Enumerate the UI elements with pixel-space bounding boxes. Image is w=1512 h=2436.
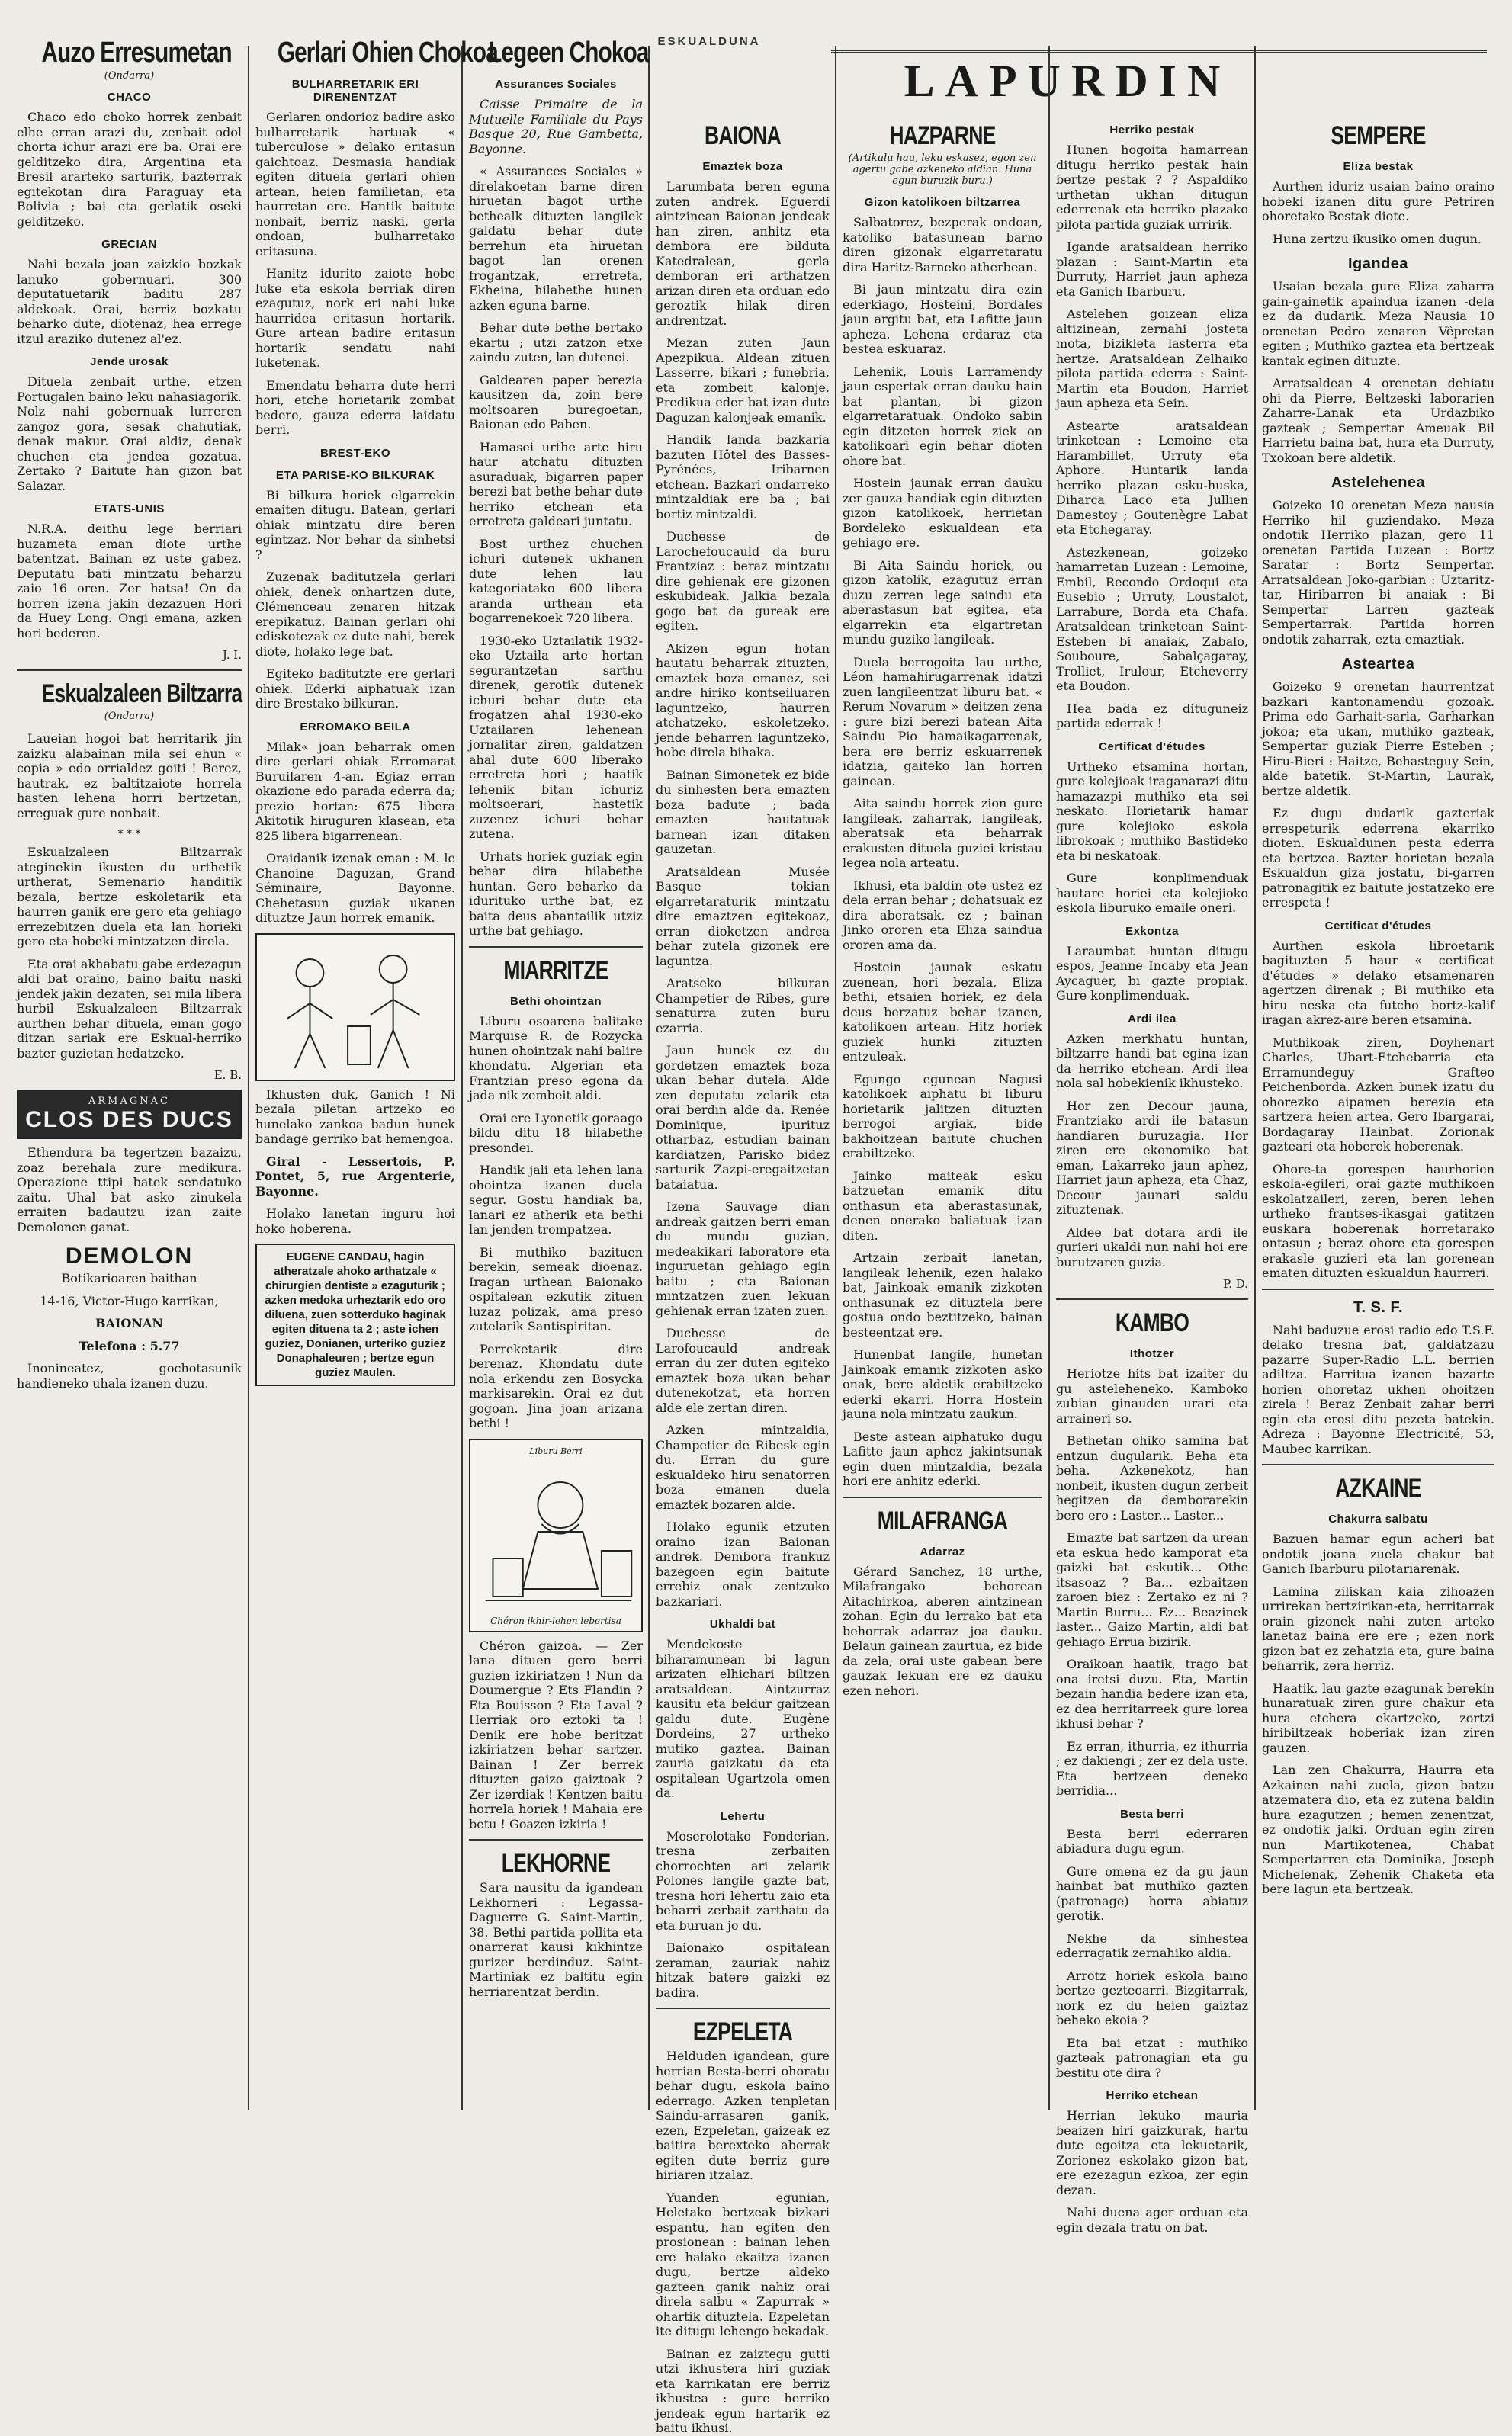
column-rule bbox=[1254, 46, 1256, 2110]
paragraph: Azken merkhatu huntan, biltzarre handi bat egina izan da herriko etchean. Ardi ilea nola sal hobekienik ikhusteko. bbox=[1056, 1031, 1248, 1090]
paragraph: Eta orai akhabatu gabe erdezagun aldi bat oraino, baino baitu naski jendek jakin dezaten, sei mila libera hurbil Eskualzaleen Biltzarrak aurthen behar dituela, eman gogo ditzan sariak ere Eskual-herriko bazter guzietan hedatzeko. bbox=[17, 956, 242, 1061]
paragraph: Heriotze hits bat izaiter du gu asteleheneko. Kamboko zubian ginauden urari eta arraineri so. bbox=[1056, 1366, 1248, 1426]
paragraph: Chéron gaizoa. — Zer lana dituen gero berri guzien izkiriatzen ! Nun da Doumergue ? Ets Flandin ? Eta Bouisson ? Eta Laval ? Herriak oro eztoki ta ! Denik ere hobe beritzat izkiriatzen behar sartzer. Bainan ! Zer berrek dituzten gaizo gaiztoak ? Zer izerdiak ! Kentzen baitu horrela horiek ! Mahaia ere betu ! Goazen izkiria ! bbox=[469, 1638, 643, 1831]
column-auzo-erresumetan bbox=[17, 34, 242, 2112]
paragraph: Jaun hunek ez du gordetzen emaztek boza ukan behar dutela. Alde zen deputatu zelarik eta orai berdin alde da. Renée Dominique, ipurituz otharbaz, estudian bainan kardiatzen, Parisko bidez sarturik Zazpi-eregaitzetan bataiatua. bbox=[656, 1043, 830, 1192]
paragraph: Emendatu beharra dute herri hori, etche horietarik zombat bedere, gauza ederra laidatu berri. bbox=[255, 377, 455, 437]
paragraph: Astezkenean, goizeko hamarretan Luzean : Lemoine, Embil, Recondo Ordoqui eta Eusebio ; Urruty, Loustalot, Larrabure, Borda eta Chafa. Aratsaldean trinketean Saint-Esteben bi anaiak, Zabalo, Souboure, Sabalçagaray, Trolliet, Irulour, Etcheverry eta Boudon. bbox=[1056, 544, 1248, 693]
paragraph: Izena Sauvage dian andreak gaitzen berri eman du mundu guzian, medeakikari laboratore eta inguruetan gehiago egin baitu ; eta Baionan mintzatzen zuen lekuan gehienak erran izaten zuen. bbox=[656, 1199, 830, 1318]
signature: J. I. bbox=[222, 648, 242, 662]
section-heading: BREST-EKO bbox=[319, 446, 390, 460]
ad-brand: CLOS DES DUCS bbox=[25, 1107, 233, 1132]
divider bbox=[469, 1839, 643, 1841]
paragraph: Bethetan ohiko samina bat entzun dugularik. Beha eta beha. Azkenekotz, han nonbeit, ikusten dugun zerbeit hegitzen da demborarekin bero ero : Laster... Laster... bbox=[1056, 1433, 1248, 1523]
signature: P. D. bbox=[1223, 1277, 1248, 1291]
section-title: LAPURDIN bbox=[904, 56, 1231, 106]
paragraph: Goizeko 10 orenetan Meza nausia Herriko hil guziendako. Meza ondotik Herriko plazan, gero 11 orenetan Partida Luzean : Bortz Saratar : Bortz Sempertar. Arratsaldean Joko-garbian : Uztaritz-tar, Hiribarren bi anaiak : Bi Sempertar Larren gazteak Sempertarrak. Partida horren ondotik zaharrak, ezta emaztiak. bbox=[1262, 498, 1494, 647]
paragraph: Aratseko bilkuran Champetier de Ribes, gure senaturra zuten buru ezarria. bbox=[656, 976, 830, 1035]
section-heading: Certificat d'études bbox=[1324, 919, 1432, 932]
paragraph: Artzain zerbait lanetan, langileak lehenik, ezen halako bat, Jainkoak emanik zizkoten onthasunak ez dituztela bere gostua ondo beztitzeko, bainan besteentzat ere. bbox=[843, 1250, 1042, 1340]
paragraph: Laueian hogoi bat herritarik jin zaizku alabainan mila sei ehun « copia » edo orrialdez goiti ! Berez, hautrak, ez baltitzaiote horrela hasten lehena horri bertzetan, erreguak gure nonbait. bbox=[17, 731, 242, 820]
article-title: Auzo Erresumetan bbox=[41, 37, 232, 69]
paragraph: Larumbata beren eguna zuten andrek. Eguerdi aintzinean Baionan jendeak han ziren, anhitz eta dembora ere bilduta Katedralean, gerla demboran eri arthatzen arizan diren eta orduan edo geroztik hilak diren andrentzat. bbox=[656, 179, 830, 328]
section-heading: Jende urosak bbox=[90, 355, 169, 368]
paragraph: Zuzenak baditutzela gerlari ohiek, denek onhartzen dute, Clémenceau zenaren hitzak erepikatuz. Bainan gerlari ohi ediskotezak ez dute nahi, berek diote, holako lege bat. bbox=[255, 570, 455, 659]
column-sempere bbox=[1262, 114, 1494, 2112]
paragraph: Inonineatez, gochotasunik handieneko uhala izanen duzu. bbox=[17, 1361, 242, 1391]
paragraph: Lamina ziliskan kaia zihoazen urrirekan bertzirikan-eta, herritarrak orain gizonek nahi zuten arteko lanetaz baina ere ere ; ezen nork gizon bat ez zehatzia eta, gure baina beharrik, zera herriz. bbox=[1262, 1584, 1494, 1673]
section-heading: GRECIAN bbox=[101, 238, 157, 251]
paragraph: Nahi baduzue erosi radio edo T.S.F. delako tresna bat, galdatzazu pazarre Super-Radio L.L. berrien adiltza. Harritua izanen bazarte horien ohoretaz ukhen ohoitzen zirela ! Beraz Zenbait zahar berri egin eta erosi ditu pezeta batekin. Adreza : Bayonne Electricité, 53, Maubec karrikan. bbox=[1262, 1322, 1494, 1456]
column-rule bbox=[1048, 46, 1050, 2110]
paragraph: Perreketarik dire berenaz. Khondatu dute nola erkendu zen Bosycka markisarekin. Orai ez dut gogoan. Jina joan arizana bethi ! bbox=[469, 1341, 643, 1430]
byline: (Ondarra) bbox=[104, 70, 155, 82]
section-heading: ERROMAKO BEILA bbox=[300, 720, 411, 733]
paragraph: Salbatorez, bezperak ondoan, katoliko batasunean barno diren gizonak elgarretaratu dira Haritz-Barneko atherbean. bbox=[843, 215, 1042, 274]
section-heading: Eliza bestak bbox=[1343, 160, 1414, 173]
paragraph: Mendekoste biharamunean bi lagun arizaten elhichari biltzen aratsaldean. Aintzurraz kausitu eta beldur gaitzean galdu dute. Eugène Dordeins, 27 urtheko mutiko gaztea. Bainan zauria gaizkatu da eta ospitalean Ugartzola omen da. bbox=[656, 1637, 830, 1800]
section-heading: Igandea bbox=[1347, 255, 1409, 272]
section-heading: Besta berri bbox=[1120, 1807, 1184, 1821]
paragraph: Egungo egunean Nagusi katolikoek aiphatu bi liburu horietarik jalitzen dituzten berrogoi argiak, bide bakhoitzean baitute chuchen erabiltzeko. bbox=[843, 1071, 1042, 1160]
paragraph: Oraikoan haatik, trago bat ona iretsi duzu. Eta, Martin bezain handia bedere izan eta, ez dea herritarreek gure lorea ikhusi behar ? bbox=[1056, 1657, 1248, 1731]
signature: E. B. bbox=[213, 1068, 242, 1082]
column-gerlari-ohien-chokoa bbox=[255, 34, 498, 2112]
paragraph: Holako lanetan inguru hoi hoko hoberena. bbox=[255, 1206, 455, 1236]
paragraph: Sara nausitu da igandean Lekhorneri : Legassa-Daguerre G. Saint-Martin, 38. Bethi partida pollita eta onarrerat kausi kikhintze gurizer berdinduz. Saint-Martiniak ez baltitu egin herriarentzat berdin. bbox=[469, 1880, 643, 1999]
section-heading: Gizon katolikoen biltzarrea bbox=[864, 196, 1021, 209]
section-heading: Adarraz bbox=[920, 1545, 965, 1558]
column-hazparne bbox=[843, 114, 1042, 2112]
paragraph: Jainko maiteak esku batzuetan emanik ditu onthasun eta aberastasunak, denen onerako baliatuak izan diten. bbox=[843, 1168, 1042, 1243]
paragraph: Egiteko baditutzte ere gerlari ohiek. Ederki aiphatuak izan dire Brestako bilkuran. bbox=[255, 666, 455, 711]
paragraph: Astelehen goizean eliza altizinean, zernahi josteta mota, bizikleta lasterra eta hertze. Aratsaldean Zelhaiko pilota partida ederra : Saint-Martin eta Boudon, Harriet jaun apheza eta Sein. bbox=[1056, 307, 1248, 410]
paragraph: Bainan Simonetek ez bide du sinhesten bera emazten boza badute ; bada emazten hautatuak barnean izan ditaken gauzetan. bbox=[656, 767, 830, 856]
paragraph: Aldee bat dotara ardi ile gurieri ukaldi nun nahi hoi ere burutzaren guzia. bbox=[1056, 1224, 1248, 1269]
section-heading: T. S. F. bbox=[1353, 1298, 1404, 1316]
paragraph: Hamasei urthe arte hiru haur atchatu dituzten asuraduak, bigarren paper berezi bat bethe behar dute herriko etchean eta erretreta galdeari juntatu. bbox=[469, 439, 643, 528]
advertisement-illustration bbox=[255, 933, 455, 1081]
paragraph: Lan zen Chakurra, Haurra eta Azkainen nahi zuela, gizon batzu atzematera dio, eta ez zutena baldin hura ezagutzen ; hemen zenentzat, ez ondotik jalki. Orduan egin ziren nun Martikotenea, Chabat Sempertarren eta Dominika, Joseph Michelenak, Zehenik Chaketa eta bere lagun eta bertzeak. bbox=[1262, 1763, 1494, 1896]
paragraph: Nekhe da sinhestea ederragatik zernahiko aldia. bbox=[1056, 1931, 1248, 1960]
paragraph: Aurthen eskola libroetarik bagituzten 5 haur « certificat d'études » delako etsamenaren agertzen direnak ; Bi muthiko eta hiru neska eta futcho bortz-kalif iragan akrez-aire beren etsamina. bbox=[1262, 938, 1494, 1027]
cartoon-caption: Chéron ikhir-lehen lebertisa bbox=[490, 1615, 621, 1626]
section-heading: Ardi ilea bbox=[1128, 1012, 1177, 1025]
paragraph: Arratsaldean 4 orenetan dehiatu ohi da Pierre, Beltzeski laborarien Zaharre-Lanak eta Urdazbiko gazteak ; Sempertar Ameuak Bil Harrietu baina bat, hura eta Durruty, Txokoan bere aldetik. bbox=[1262, 376, 1494, 465]
section-heading: CHACO bbox=[107, 91, 152, 104]
paragraph: Aita saindu horrek zion gure langileak, zaharrak, langileak, aberatsak eta beharrak erakusten dituela guziei kristau legea nola arteatu. bbox=[843, 796, 1042, 870]
section-heading: Astelehenea bbox=[1331, 474, 1426, 491]
paragraph: Mezan zuten Jaun Apezpikua. Aldean zituen Lasserre, bikari ; funebria, eta zombeit kalonje. Predikua eder bat izan dute Daguzan kalonjeak emanik. bbox=[656, 335, 830, 425]
paragraph: Urtheko etsamina hortan, gure kolejioak iraganarazi ditu hamazazpi muthiko eta sei neskato. Horietarik hamar gure kolejioko eskola librokoak ; muthiko Bastideko eta bi neskatoak. bbox=[1056, 759, 1248, 863]
divider bbox=[656, 2008, 830, 2009]
paragraph: Ikhusi, eta baldin ote ustez ez dela erran behar ; dohatsuak ez dira aberatsak, ez ; bainan Jinko ororen eta Eliza saindua ororen ama da. bbox=[843, 878, 1042, 952]
paragraph: Ikhusten duk, Ganich ! Ni bezala piletan artzeko eo hunelako zankoa badun hunek bandage gerriko bat hemengoa. bbox=[255, 1086, 455, 1146]
paragraph: Igande aratsaldean herriko plazan : Saint-Martin eta Durruty, Harriet jaun apheza eta Ganich Ibarburu. bbox=[1056, 239, 1248, 299]
paragraph: Bi bilkura horiek elgarrekin emaiten ditugu. Batean, gerlari ohiak mintzatu dire beren egintzaz. Nor behar da sinhetsi ? bbox=[255, 487, 455, 562]
paragraph: Bazuen hamar egun acheri bat ondotik joana zuela chakur bat Ganich Ibarburu pilotariarenak. bbox=[1262, 1532, 1494, 1576]
article-title: SEMPERE bbox=[1331, 121, 1426, 150]
section-heading: Exkontza bbox=[1125, 924, 1179, 938]
paragraph: Herrian lekuko mauria beaizen hiri gaizkurak, hartu dute egoitza eta lekuetarik, Zorionez eskolako gizon bat, ere ezezagun ezkoa, zer egin dezan. bbox=[1056, 2108, 1248, 2197]
paragraph: Akizen egun hotan hautatu beharrak zituzten, emaztek boza emanez, sei andre hiriko kontseiluaren laguntzeko, haurren atchatzeko, eskoletzeko, jende beharren laguntzeko, hobe direla bihaka. bbox=[656, 640, 830, 759]
column-baiona bbox=[656, 114, 830, 2435]
paragraph: N.R.A. deithu lege berriari huzameta eman diote urthe batentzat. Bainan ez uste gabez. Deputatu bati mintzatu beharzu zaio 16 oren. Zer hatsa! On da horren izena jakin dezazuen Hori da Huey Long. Ongi emana, azken hori bederen. bbox=[17, 522, 242, 640]
paragraph: Lehenik, Louis Larramendy jaun espertak erran dauku hain bat plantan, bi gizon elgarretaratuak. Ondoko sabin egin ditzeten horrek ziek on katolikoari egin behar dioten ohore bat. bbox=[843, 364, 1042, 468]
demolon-line: Botikarioaren baithan bbox=[61, 1271, 197, 1285]
divider bbox=[469, 946, 643, 948]
demolon-phone: Telefona : 5.77 bbox=[79, 1338, 180, 1353]
paragraph: Haatik, lau gazte ezagunak berekin hunaratuak ziren gure chakur eta hura etchera ekartzeko, zortzi hiribiltzeak hoberiak izan ziren gauzen. bbox=[1262, 1680, 1494, 1755]
editor-note: (Artikulu hau, leku eskasez, egon zen agertu gabe azkeneko aldian. Huna egun buruzik buru.) bbox=[848, 152, 1037, 187]
section-heading: Ukhaldi bat bbox=[709, 1618, 776, 1631]
paragraph: Hea bada ez dituguneiz partida ederrak ! bbox=[1056, 701, 1248, 730]
column-rule bbox=[648, 46, 650, 2110]
section-heading: Herriko pestak bbox=[1109, 124, 1195, 136]
cartoon-sign: Liburu Berri bbox=[529, 1446, 583, 1456]
separator-stars: * * * bbox=[117, 828, 141, 840]
divider bbox=[17, 669, 242, 671]
paragraph: Duchesse de Larofoucauld andreak erran du zer duten egiteko emaztek boza ukan behar dutenekotzat, eta horren alde ele zertan diren. bbox=[656, 1326, 830, 1415]
candau-ad: EUGENE CANDAU, hagin atheratzale ahoko arthatzale « chirurgien dentiste » ezaguturik ; azken medoka urheztarik edo oro diluena, zuen sotterduko haginak egiten dituena ta 2 ; aste ichen guziez, Donianen, urteriko guziez Donaphaleuren ; bertze egun guziez Maulen. bbox=[255, 1244, 455, 1386]
paragraph: Eskualzaleen Biltzarrak ateginekin ikusten du urthetik urtherat, Semenario handitik bezala, bertze eskoletarik eta haurren ganik ere gero eta gehiago errezebitzen duela eta lan horieki gero eta hobeki mintzatzen direla. bbox=[17, 845, 242, 948]
paragraph: Baionako ospitalean zeraman, zauriak nahiz hitzak batere gaizki ez badira. bbox=[656, 1940, 830, 2000]
column-rule bbox=[248, 46, 249, 2110]
paragraph: Hunen hogoita hamarrean ditugu herriko pestak hain bertze pestak ? ? Aspaldiko urthetan ukhan ditugun ederrenak eta herriko plazako pilota partida guziak urririk. bbox=[1056, 143, 1248, 232]
paragraph: Yuanden egunian, Heletako bertzeak bizkari espantu, han egiten den prosionean : bainan lehen ere halako ekaitza izanen dugu, bertze aldeko gazteen ganik nahiz orai direla salbu « Zapurrak » ohartik dituztela. Ezpeletan ite ditugu lehengo bekadak. bbox=[656, 2190, 830, 2338]
section-heading: Herriko etchean bbox=[1106, 2089, 1199, 2102]
paragraph: Helduden igandean, gure herrian Besta-berri ohoratu behar dugu, eskola baino ederrago. Azken tenpletan Saindu-arrasaren ganik, ezen, Ezpeletan, gaizeak ez baitira berexteko aberrak egiten dute berriz gure hiriaren itzalaz. bbox=[656, 2049, 830, 2182]
article-title: EZPELETA bbox=[692, 2017, 793, 2046]
paragraph: Gure konplimenduak hautare horiei eta kolejioko eskola liburuko emaile oneri. bbox=[1056, 871, 1248, 915]
paragraph: Ohore-ta gorespen haurhorien eskola-egileri, orai gazte muthikoen eskolatzaileri, zeren, beren lehen urtheko frantses-ikasgai gatitzen euskara hoberenak horretarako ontasun ; beraz ohore eta gorespen erakasle guzieri eta lan gorenean ematen dituzten eskualdun haurreri. bbox=[1262, 1161, 1494, 1280]
article-title: BAIONA bbox=[705, 121, 781, 150]
demolon-line: BAIONAN bbox=[95, 1316, 164, 1330]
header-rule bbox=[831, 50, 1487, 53]
article-title: Eskualzaleen Biltzarra bbox=[41, 679, 242, 708]
section-heading: Bethi ohointzan bbox=[510, 994, 602, 1008]
paragraph: Hanitz idurito zaiote hobe luke eta eskola berriak diren ezagutuz, nork eri nahi luke haurridea eritasun hortarik. Gure artean badire eritasun hortarik sendatu nahi luketenak. bbox=[255, 266, 455, 370]
paragraph: Chaco edo choko horrek zenbait elhe erran arazi du, zenbait odol chorta ichur arazi ere ba. Orai ere gelditzeko dira, Argentina eta Bresil ararteko sarturik, bazterrak egitekotan dira Paraguay eta Bolivia ; bai eta gerlatik oseki gelditzeko. bbox=[17, 110, 242, 229]
section-heading: Certificat d'études bbox=[1099, 740, 1205, 753]
paragraph: Handik jali eta lehen lana ohointza izanen duela segur. Gostu handiak ba, lanari ez atherik eta bethi lan jenden trompatzea. bbox=[469, 1163, 643, 1237]
divider bbox=[1056, 1298, 1248, 1300]
paragraph: Behar dute bethe bertako ekartu ; utzi zatzon etxe zaindu zuten, lan dutenei. bbox=[469, 320, 643, 364]
paragraph: Astearte aratsaldean trinketean : Lemoine eta Harambillet, Urruty eta Aphore. Huntarik landa herriko plazan esku-huska, Diharca Laco eta Jullien Damestoy ; Goutenègre Labat eta Etchegaray. bbox=[1056, 418, 1248, 537]
paragraph: Galdearen paper berezia kausitzen da, zoin bere moltsoaren buregoetan, Baionan edo Paben. bbox=[469, 372, 643, 432]
paragraph: Nahi duena ager orduan eta egin dezala tratu on bat. bbox=[1056, 2205, 1248, 2235]
column-rule bbox=[835, 46, 836, 2110]
demolon-name: DEMOLON bbox=[65, 1244, 194, 1269]
section-heading: ETA PARISE-KO BILKURAK bbox=[275, 468, 435, 482]
article-title: MILAFRANGA bbox=[877, 1506, 1008, 1536]
paragraph: 1930-eko Uztailatik 1932-eko Uztaila arte hortan segurantzetan sarthu direnek, gerotik dutenek ichuri behar dute eta frogatzen ahal 1930-eko Uztailaren lehenean jornalitar ziren, galdatzen ahal dute 600 liberako erretreta hori ; haatik lehenik bitan ichuriz moltsoerari, hastetik zuzenez ichuri behar zutena. bbox=[469, 633, 643, 841]
divider bbox=[1262, 1289, 1494, 1290]
paragraph: Gerlaren ondorioz badire asko bulharretarik hartuak « tuberculose » delako eritasun gaichtoaz. Desmasia handiak egiten dituela gerlari ohien artean, heien familietan, eta haurretan ere. Hantik baitute nonbait, berriz naski, gerla ondoan, bulharretako eritasuna. bbox=[255, 110, 455, 258]
paragraph: Urhats horiek guziak egin behar dira hilabethe huntan. Gero beharko da idurituko urthe bat, ez baita deus abantailik utziz urthe bat gehiago. bbox=[469, 849, 643, 938]
paragraph: Aratsaldean Musée Basque tokian elgarretaraturik mintzatu dire emaztzen egitekoaz, erran dioketzen andrea behar zutela gizonek ere laguntza. bbox=[656, 864, 830, 968]
paragraph: Aurthen iduriz usaian baino oraino hobeki izanen ditu gure Petriren ohoretako Bestak diote. bbox=[1262, 179, 1494, 223]
paragraph: Bi Aita Saindu horiek, ou gizon katolik, ezagutuz erran duzu zerren lege saindu eta aberastasun bat egitea, eta elgarrekin eta elgartretan mundu guziko langileak. bbox=[843, 557, 1042, 647]
article-title: Gerlari Ohien Chokoa bbox=[277, 37, 498, 69]
paragraph: Bi jaun mintzatu dira ezin ederkiago, Hosteini, Bordales jaun argitu bat, eta Lafitte jaun apheza. Lehena erdaraz eta bestea eskuaraz. bbox=[843, 282, 1042, 356]
paragraph: Liburu osoarena balitake Marquise R. de Rozycka hunen ohointzak nahi balire khondatu. Algerian eta Frantzian preso egona da jada nik zembeit aldi. bbox=[469, 1013, 643, 1102]
paragraph: Bost urthez chuchen ichuri dutenek ukhanen dute lehen lau kategoriatako 600 libera aranda urthean eta bogarrenekoek 720 libera. bbox=[469, 536, 643, 625]
cartoon-illustration bbox=[469, 1439, 643, 1632]
paragraph: Ethendura ba tegertzen bazaizu, zoaz berehala zure medikura. Operazione ttipi batek sendatuko zaitu. Uhal bat asko zinukela erraiten badautzu izan zaite Demolonen ganat. bbox=[17, 1145, 242, 1234]
paragraph: Giral - Lessertois, P. Pontet, 5, rue Argenterie, Bayonne. bbox=[255, 1154, 455, 1199]
paragraph: Muthikoak ziren, Doyhenart Charles, Ubart-Etchebarria eta Erramundeguy Grafteo Peichenborda. Azken bunek izatu du ohorezko aipamen berezia eta sartzera heien artea. Gero Ibargarai, Bordagaray Hainbat. Zorionak gazteari eta hoberek hoberenak. bbox=[1262, 1035, 1494, 1154]
paragraph: « Assurances Sociales » direlakoetan barne diren hiruetan bagot urthe bethealk dituzten langilek galdatu behar dute berrehun eta hiruetan bagot lan orenen frogantzak, erretreta, Ekheina, hilabethe hunen azken eguna barne. bbox=[469, 164, 643, 313]
paragraph: Ez dugu dudarik gazteriak errespeturik ederrena ekarriko dioten. Eskualdunen pesta ederra eta bertzea. Bazter horietan bezala Eskualdun giza jostatu, bi-garren patronagitik ez baitute jostatzeko ere errespeta ! bbox=[1262, 806, 1494, 910]
section-heading: Emaztek boza bbox=[702, 160, 783, 173]
paragraph: Gure omena ez da gu jaun hainbat bat muthiko gazten (patronage) horra abiatuz gerotik. bbox=[1056, 1863, 1248, 1923]
paragraph: Hostein jaunak erran dauku zer gauza handiak egin dituzten gizon katolikoek, herrietan Bordeleko eskualdean eta gehiago ere. bbox=[843, 476, 1042, 550]
paragraph: Dituela zenbait urthe, etzen Portugalen baino leku nahasiagorik. Nolz nahi gobernuak lurreren zangoz gora, sesak chahutiak, denak makur. Orai aldiz, denak chuchen eta jendea gozatua. Zertako ? Baitute han gizon bat Salazar. bbox=[17, 374, 242, 493]
article-title: KAMBO bbox=[1115, 1308, 1189, 1337]
section-heading: ETATS-UNIS bbox=[94, 502, 165, 515]
paragraph: Orai ere Lyonetik goraago bildu ditu 18 hilabethe presondei. bbox=[469, 1110, 643, 1155]
paragraph: Oraidanik izenak eman : M. le Chanoine Daguzan, Grand Séminaire, Bayonne. Chehetasun guziak ukanen dituztze Jaun horrek emanik. bbox=[255, 851, 455, 925]
paragraph: Eta bai etzat : muthiko gazteak patronagian eta gu bestitu ote dira ? bbox=[1056, 2035, 1248, 2080]
article-title: HAZPARNE bbox=[889, 121, 996, 150]
paragraph: Laraumbat huntan ditugu espos, Jeanne Incaby eta Jean Aycaguer, bi gazte propiak. Gure konplimenduak. bbox=[1056, 943, 1248, 1003]
paragraph: Hor zen Decour jauna, Frantziako ardi ile batasun handiaren buruzagia. Hor ziren ere ekonomiko bat eman, Lakarreko jaun aphez, Harriet jaun apheza, eta Chaz, Decour jaunari saldu zituztenak. bbox=[1056, 1098, 1248, 1217]
paragraph: Milak« joan beharrak omen dire gerlari ohiak Erromarat Buruilaren 4-an. Egiaz erran okazione edo parada ederra da; prezio hortan: 675 libera Akitotik hiruguren klasean, eta 825 libera bigarrenean. bbox=[255, 739, 455, 843]
paragraph: Besta berri ederraren abiadura dugu egun. bbox=[1056, 1826, 1248, 1856]
section-heading: Lehertu bbox=[720, 1809, 766, 1823]
paragraph: Moserolotako Fonderian, tresna zerbaiten chorrochten ari zelarik Polones langile gazte bat, tresna hori lehertu zaio eta beharri zerbait zarthatu da eta buruan jo du. bbox=[656, 1828, 830, 1933]
divider bbox=[843, 1497, 1042, 1498]
byline: (Ondarra) bbox=[104, 711, 155, 722]
ad-label: ARMAGNAC bbox=[88, 1096, 170, 1107]
paragraph: Hostein jaunak eskatu zuenean, hori bezala, Eliza bethi, etsaien horiek, ez dela deus berzatuz behar izanen, katolikoen artean. Hitz horiek guziek hunki zituzten entzuleak. bbox=[843, 960, 1042, 1064]
article-title: MIARRITZE bbox=[503, 955, 608, 985]
paragraph: Nahi bezala joan zaizkio bozkak lanuko gobernuari. 300 deputatuetarik baditu 287 aldekoak. Orai, berriz bozkatu beharko dute, diotenaz, hea errege itzul araziko dutenez al'ez. bbox=[17, 257, 242, 346]
paragraph: Hunenbat langile, hunetan Jainkoak emanik zizkoten asko onak, bere aldetik erabiltzeko ederki ekarri. Horra Hostein jauna nola mintzatu zaukun. bbox=[843, 1347, 1042, 1421]
paragraph: Emazte bat sartzen da urean eta eskua hedo kamporat eta gaizki bat eskutik... Othe itsasoaz ? Ba... ezbaitzen zaroen biez : Zertako ez ni ? Martin Burru... Ez... Beazinek laster... Gaizo Martin, aldi bat gehiago Errua bizirik. bbox=[1056, 1530, 1248, 1649]
section-heading: Assurances Sociales bbox=[495, 78, 617, 91]
paragraph: Huna zertzu ikusiko omen dugun. bbox=[1273, 231, 1482, 246]
section-heading: BULHARRETARIK ERI DIRENENTZAT bbox=[291, 78, 419, 104]
paragraph: Ez erran, ithurria, ez ithurria ; ez dakiengi ; zer ez dela uste. Eta bertzeen deneko berridia... bbox=[1056, 1738, 1248, 1798]
column-legeen-chokoa bbox=[469, 34, 649, 2112]
paragraph: Bi muthiko bazituen berekin, semeak dioenaz. Iragan urthean Baionako ospitalean ezkutik zituen luzaz polizak, ama preso zutelarik Santispiritan. bbox=[469, 1244, 643, 1334]
paragraph: Duela berrogoita lau urthe, Léon hamahirugarrenak idatzi zuen langileentzat liburu bat. « Rerum Novarum » deitzen zena : gure bizi berezi batean Aita Saindu Pio hamaikagarrenak, bera ere berriz eskuarrenek idatzia, gaiteko lan horren gainean. bbox=[843, 654, 1042, 788]
armagnac-ad bbox=[17, 1090, 242, 1139]
paragraph: Usaian bezala gure Eliza zaharra gain-gainetik apaindua izanen -dela ez da dudarik. Meza Nausia 10 orenetan Pedro zenaren Vêpretan egiten ; Muthiko gaztea eta bertzeak kantak eginen dituzte. bbox=[1262, 279, 1494, 368]
paragraph: Duchesse de Larochefoucauld da buru Frantziaz : beraz mintzatu dire gehienak ere gizonen eskubideak. Jalkia bezala gogo bat da gureak ere egiten. bbox=[656, 529, 830, 633]
demolon-line: 14-16, Victor-Hugo karrikan, bbox=[40, 1293, 219, 1308]
masthead: ESKUALDUNA bbox=[657, 35, 761, 48]
section-heading: Asteartea bbox=[1341, 656, 1415, 672]
paragraph: Gérard Sanchez, 18 urthe, Milafrangako behorean Aitachirkoa, aberen aintzinean zohan. Egin du lerrako bat eta behorrak adarraz joa dauku. Belaun gainean zaurtua, ez bide da zela, orai uste gabean bere gauzak lekuan ere ez dauku ezen nehori. bbox=[843, 1564, 1042, 1698]
paragraph: Azken mintzaldia, Champetier de Ribesk egin du. Erran du gure eskualdeko hiru senatorren boza emanen duela emaztek bozaren alde. bbox=[656, 1423, 830, 1512]
article-title: Legeen Chokoa bbox=[488, 37, 649, 69]
article-title: LEKHORNE bbox=[501, 1849, 611, 1878]
paragraph: Holako egunik etzuten oraino izan Baionan andrek. Dembora frankuz bazegoen egin baitute errebiz onak zentzuko bazkariari. bbox=[656, 1520, 830, 1609]
paragraph: Bainan ez zaiztegu gutti utzi ikhustera hiri guziak eta karrikatan ere berriz ikhustea : gure herriko jendeak egun hartarik ez baitu ikhusi. bbox=[656, 2346, 830, 2435]
paragraph: Arrotz horiek eskola baino bertze gezteoarri. Bizgitarrak, nork ez du heien gaiztaz beheko ekoia ? bbox=[1056, 1968, 1248, 2027]
paragraph: Beste astean aiphatuko dugu Lafitte jaun aphez jakintsunak egin duen mintzaldia, bezala hori ere anhitz ederki. bbox=[843, 1429, 1042, 1488]
paragraph: Goizeko 9 orenetan haurrentzat bazkari kantonamendu gozoak. Prima edo Garhait-saria, Garharkan jokoa; eta ukan, muthiko gazteak, Sempertar guziak Pierre Esteben ; Hiru-Bieri : Haitze, Behasteguy Sein, alde batetik. St-Martin, Laurak, bertze aldetik. bbox=[1262, 679, 1494, 798]
section-heading: Chakurra salbatu bbox=[1328, 1513, 1428, 1526]
column-rule bbox=[461, 46, 463, 2110]
paragraph: Caisse Primaire de la Mutuelle Familiale du Pays Basque 20, Rue Gambetta, Bayonne. bbox=[469, 97, 643, 156]
paragraph: Handik landa bazkaria bazuten Hôtel des Basses-Pyrénées, Iribarnen etchean. Bazkari ondarreko mintzaldiak ere ba ; bai bortiz mintzaldi. bbox=[656, 432, 830, 522]
column-herriko-pestak bbox=[1056, 114, 1248, 2235]
divider bbox=[1262, 1464, 1494, 1465]
section-heading: Ithotzer bbox=[1129, 1347, 1175, 1360]
article-title: AZKAINE bbox=[1335, 1474, 1421, 1503]
